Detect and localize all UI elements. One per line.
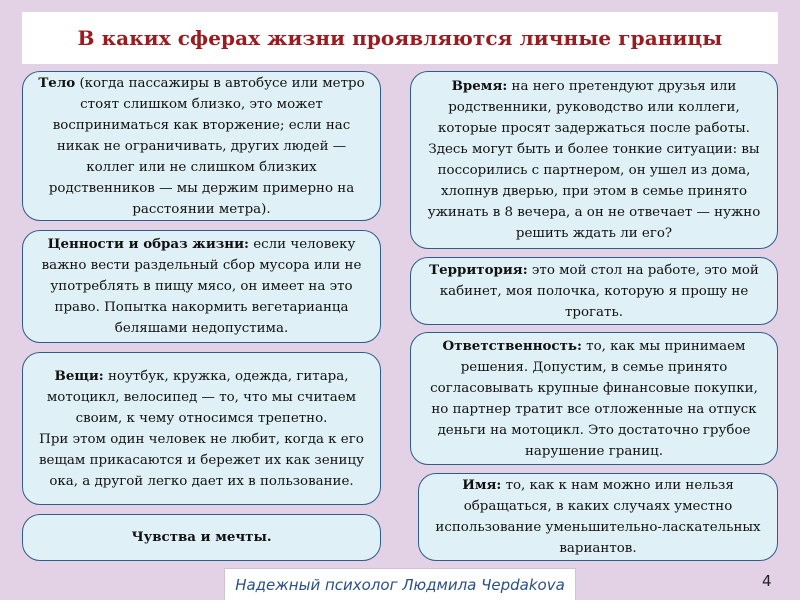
card-text: если человеку важно вести раздельный сбор мусора или не употреблять в пищу мясо, он имеет на это право. Попытка накормить вегетарианца беляшами недопустима. bbox=[41, 237, 362, 336]
card-responsibility bbox=[410, 332, 778, 465]
card-term: Чувства и мечты. bbox=[131, 529, 272, 545]
title-bar bbox=[22, 12, 778, 64]
card-feelings bbox=[22, 514, 381, 561]
page-number: 4 bbox=[762, 572, 772, 590]
card-term: Ответственность: bbox=[442, 337, 582, 354]
page-title: В каких сферах жизни проявляются личные границы bbox=[77, 26, 723, 50]
card-text-extra: При этом один человек не любит, когда к его вещам прикасаются и бережет их как зеницу ока, а другой легко дает их в пользование. bbox=[39, 431, 364, 489]
card-text: на него претендуют друзья или родственники, руководство или коллеги, которые просят задержаться после работы. Здесь могут быть и более тонкие ситуации: вы поссорились с партнером, он ушел из дома, хлопнув дверью, при этом в семье принято ужинать в 8 вечера, а он не отвечает — нужно решить ждать ли его? bbox=[427, 79, 761, 241]
card-term: Тело bbox=[38, 74, 76, 91]
card-term: Территория: bbox=[429, 261, 528, 278]
card-text: то, как к нам можно или нельзя обращаться, в каких случаях уместно использование уменьшительно-ласкательных вариантов. bbox=[435, 478, 761, 556]
card-term: Время: bbox=[451, 78, 508, 94]
card-territory bbox=[410, 257, 778, 325]
card-text: ноутбук, кружка, одежда, гитара, мотоцикл, велосипед — то, что мы считаем своим, к чему относимся трепетно. bbox=[46, 368, 357, 426]
card-things bbox=[22, 352, 381, 505]
card-body bbox=[22, 71, 381, 221]
card-text: (когда пассажиры в автобусе или метро стоят слишком близко, это может восприниматься как вторжение; если нас никак не ограничивать, других людей — коллег или не слишком близких родственников — мы держим примерно на расстоянии метра). bbox=[48, 75, 365, 217]
card-time bbox=[410, 71, 778, 249]
card-term: Ценности и образ жизни: bbox=[47, 236, 249, 252]
card-name bbox=[418, 473, 778, 561]
card-values bbox=[22, 230, 381, 343]
card-text: то, как мы принимаем решения. Допустим, в семье принято согласовывать крупные финансовые покупки, но партнер тратит все отложенные на отпуск деньги на мотоцикл. Это достаточно грубое нарушение границ. bbox=[430, 338, 758, 459]
card-text: это мой стол на работе, это мой кабинет, моя полочка, которую я прошу не трогать. bbox=[439, 262, 759, 320]
card-term: Имя: bbox=[462, 477, 502, 493]
card-term: Вещи: bbox=[54, 367, 104, 384]
author-signature: Надежный психолог Людмила Черdakova bbox=[224, 568, 576, 600]
